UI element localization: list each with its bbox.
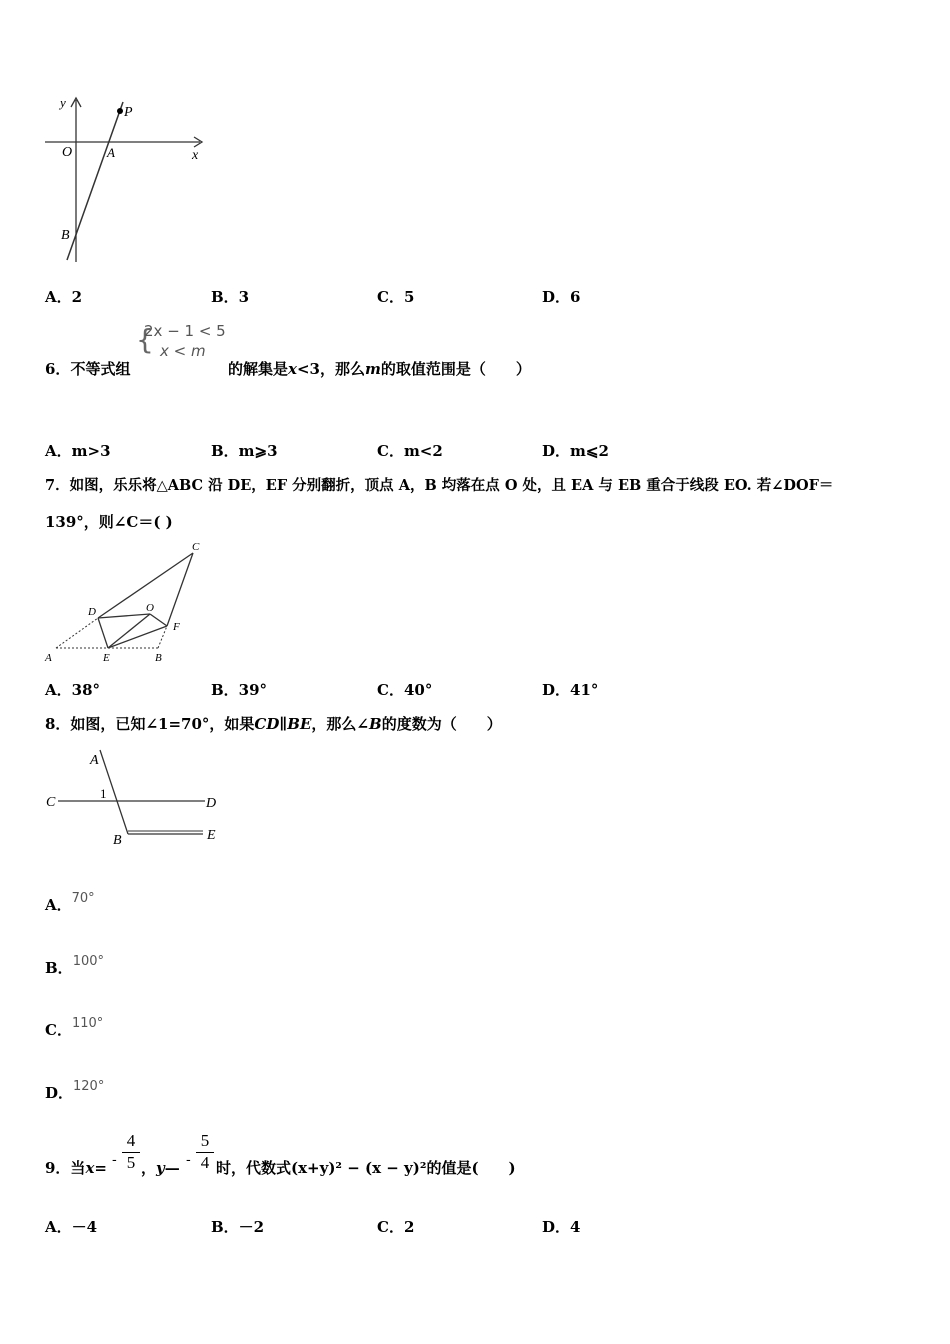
q9-option-b[interactable]: B．－2	[211, 1218, 265, 1236]
q6-option-c[interactable]: C．m<2	[377, 442, 443, 460]
q6-var-x: x	[288, 360, 297, 378]
point-b-label: B	[155, 652, 162, 664]
q9-fraction-1-denominator: 5	[122, 1152, 140, 1173]
point-b-label: B	[113, 833, 122, 848]
triangle-fold-figure-q7	[40, 538, 215, 668]
q9-stem-start	[45, 1157, 107, 1178]
q8-mid: ，那么∠	[311, 715, 369, 733]
point-f-label: F	[173, 621, 180, 633]
point-a-label: A	[90, 753, 99, 768]
point-c-label: C	[192, 541, 200, 553]
point-o-label: O	[146, 602, 154, 614]
q8-stem	[45, 713, 502, 734]
q6-stem-rest	[228, 358, 531, 379]
point-p-label: P	[124, 105, 133, 120]
q5-option-d[interactable]: D．6	[542, 288, 581, 306]
q7-option-a[interactable]: A．38°	[45, 681, 101, 699]
q9-option-c[interactable]: C．2	[377, 1218, 415, 1236]
q8-post: 的度数为（ ）	[381, 715, 502, 733]
q8-option-a[interactable]	[45, 891, 95, 915]
q5-option-a[interactable]: A．2	[45, 288, 83, 306]
point-b-label: B	[61, 228, 70, 243]
point-d-label: D	[206, 796, 217, 811]
q9-eq: =	[94, 1159, 107, 1177]
q5-option-b[interactable]: B．3	[211, 288, 250, 306]
q6-stem	[45, 358, 130, 379]
q9-fraction-1	[122, 1131, 140, 1173]
point-d-label: D	[88, 606, 96, 618]
q5-option-c[interactable]: C．5	[377, 288, 415, 306]
coordinate-figure-q5	[40, 92, 215, 267]
q9-pre: 9．当	[45, 1159, 86, 1177]
q9-dash: —	[164, 1159, 180, 1177]
origin-label: O	[62, 145, 73, 160]
point-e-label: E	[103, 652, 110, 664]
parallel-lines-figure-q8	[40, 742, 230, 852]
q6-option-d[interactable]: D．m⩽2	[542, 442, 609, 460]
q6-pre: 不等式组	[70, 360, 131, 378]
q6-option-a[interactable]: A．m>3	[45, 442, 111, 460]
q9-fraction-2-numerator: 5	[200, 1131, 210, 1150]
q8-option-c-letter: C．	[45, 1021, 72, 1039]
q9-y: y	[156, 1159, 165, 1177]
q8-parallel: ∥	[279, 715, 288, 733]
q6-post1: 的解集是	[228, 360, 289, 378]
q8-option-c[interactable]	[45, 1016, 104, 1040]
q8-be: BE	[287, 715, 312, 733]
q6-number: 6．	[45, 360, 71, 378]
q8-option-d[interactable]	[45, 1079, 105, 1103]
q8-option-a-letter: A．	[45, 896, 72, 914]
angle-1-label: 1	[100, 786, 107, 801]
q9-fraction-2-denominator: 4	[196, 1152, 214, 1173]
q7-stem-line2: 139°，则∠C＝( )	[45, 513, 173, 531]
point-a-label: A	[107, 145, 115, 160]
q8-option-a-value: 70°	[71, 891, 95, 906]
q9-minus-1: -	[112, 1152, 117, 1168]
q8-option-b[interactable]	[45, 954, 105, 978]
q8-cd: CD	[254, 715, 280, 733]
q6-brace: {	[136, 323, 154, 356]
q7-option-c[interactable]: C．40°	[377, 681, 433, 699]
point-e-label: E	[207, 828, 216, 843]
q7-stem-line1: 7．如图，乐乐将△ABC 沿 DE，EF 分别翻折，顶点 A，B 均落在点 O 处，且 EA 与 EB 重合于线段 EO. 若∠DOF＝	[45, 477, 834, 494]
q8-option-d-value: 120°	[73, 1079, 105, 1094]
q6-option-b[interactable]: B．m⩾3	[211, 442, 278, 460]
q9-x: x	[85, 1159, 95, 1177]
q6-system-line1: 2x − 1 < 5	[144, 322, 226, 340]
q9-option-a[interactable]: A．－4	[45, 1218, 98, 1236]
q8-option-b-value: 100°	[72, 954, 105, 969]
q9-comma: ，	[141, 1159, 157, 1177]
q8-pre: 8．如图，已知∠1=70°，如果	[45, 715, 255, 733]
q8-option-d-letter: D．	[45, 1084, 74, 1102]
q6-system-line2: x < m	[160, 342, 206, 360]
y-axis-label: y	[60, 95, 66, 110]
q6-post3: 的取值范围是（ ）	[380, 360, 531, 378]
point-a-label: A	[45, 652, 52, 664]
q8-option-b-letter: B．	[45, 959, 73, 977]
q9-y-part	[141, 1157, 180, 1178]
q7-option-b[interactable]: B．39°	[211, 681, 268, 699]
q9-fraction-2	[196, 1131, 214, 1173]
q9-option-d[interactable]: D．4	[542, 1218, 581, 1236]
q8-option-c-value: 110°	[71, 1016, 104, 1031]
x-axis-label: x	[192, 148, 199, 163]
q9-stem-end: 时，代数式(x+y)² − (x − y)²的值是( )	[216, 1159, 516, 1177]
q6-post2: <3，那么	[296, 360, 365, 378]
q9-fraction-1-numerator: 4	[126, 1131, 136, 1150]
q7-option-d[interactable]: D．41°	[542, 681, 599, 699]
q9-minus-2: -	[186, 1152, 191, 1168]
q6-var-m: m	[364, 360, 381, 378]
point-c-label: C	[46, 795, 56, 810]
q8-b: B	[369, 715, 382, 733]
